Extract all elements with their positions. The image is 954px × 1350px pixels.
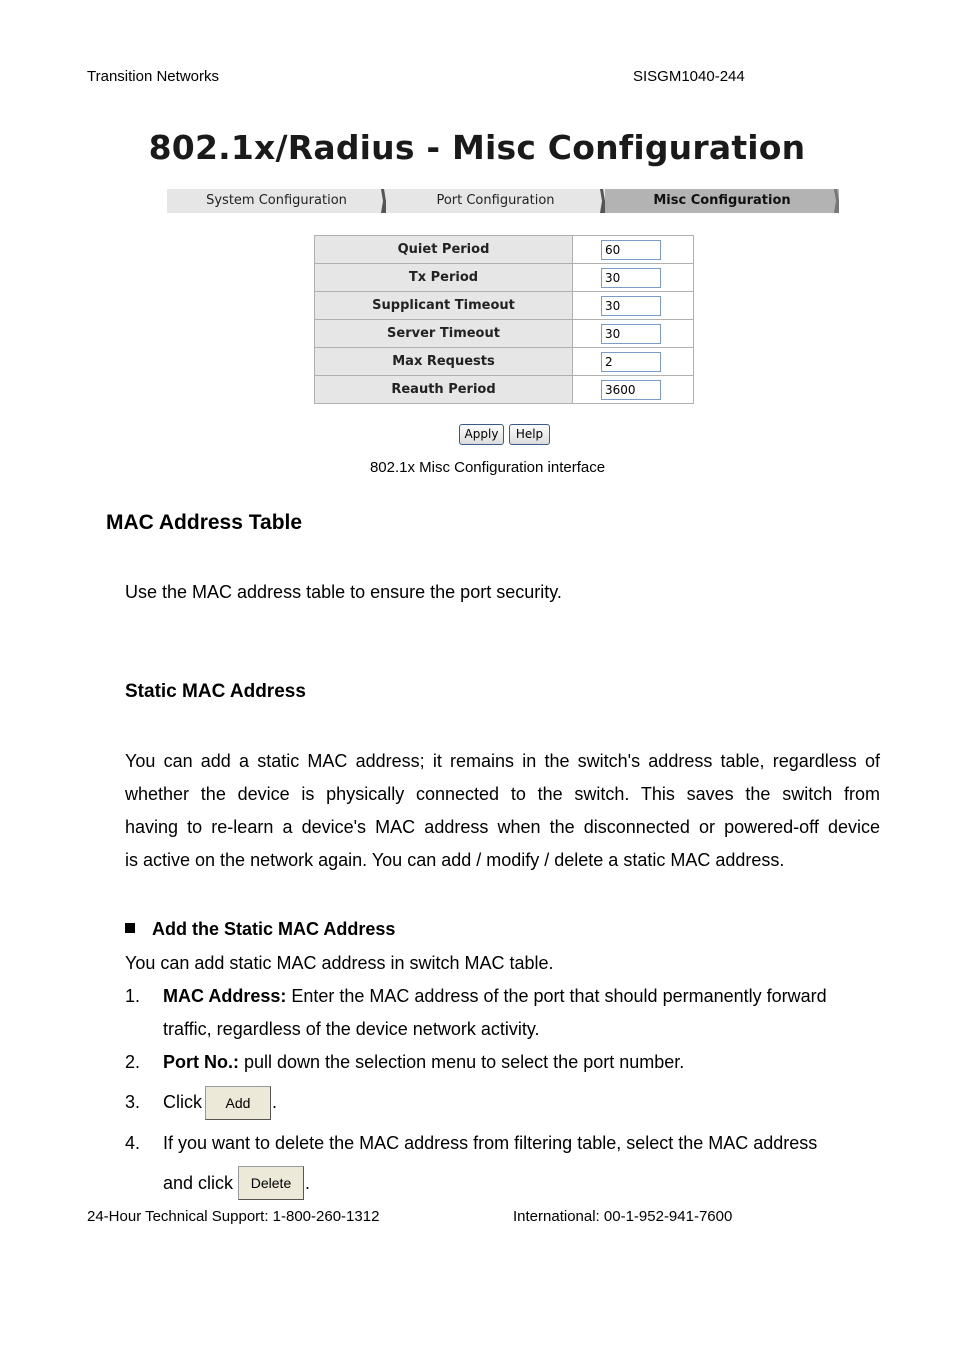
step-body: Click [163,1092,202,1112]
paragraph-line: having to re-learn a device's MAC address when the disconnected or powered-off device [125,817,880,837]
step-number: 4. [125,1133,141,1153]
max-requests-label: Max Requests [315,348,573,376]
delete-button[interactable]: Delete [238,1166,304,1200]
max-requests-input[interactable]: 2 [601,352,661,372]
server-timeout-label: Server Timeout [315,320,573,348]
section-intro: Use the MAC address table to ensure the port security. [125,582,562,602]
table-row [315,348,694,376]
step-bold: Port No.: [163,1052,239,1072]
quiet-period-label: Quiet Period [315,236,573,264]
paragraph-line: is active on the network again. You can add / modify / delete a static MAC address. [125,850,785,870]
step-number: 3. [125,1092,141,1112]
tab-port-configuration[interactable]: Port Configuration [386,189,605,213]
tx-period-input[interactable]: 30 [601,268,661,288]
add-button[interactable]: Add [205,1086,271,1120]
step-text [163,980,827,1013]
tab-misc-configuration[interactable]: Misc Configuration [605,189,839,213]
square-bullet-icon [125,923,135,933]
bullet-intro: You can add static MAC address in switch MAC table. [125,953,554,973]
tx-period-label: Tx Period [315,264,573,292]
apply-button[interactable]: Apply [459,424,504,445]
reauth-period-label: Reauth Period [315,376,573,404]
step-text [163,1046,684,1079]
help-button[interactable]: Help [509,424,550,445]
step-body: Enter the MAC address of the port that should permanently forward [286,986,827,1006]
step-continuation: traffic, regardless of the device network activity. [163,1019,540,1039]
step-period: . [305,1173,311,1193]
supplicant-timeout-label: Supplicant Timeout [315,292,573,320]
step-continuation: and click [163,1173,234,1193]
footer-right: International: 00-1-952-941-7600 [513,1208,733,1225]
header-right: SISGM1040-244 [633,68,745,85]
figure-caption: 802.1x Misc Configuration interface [369,459,606,476]
tab-system-configuration[interactable]: System Configuration [167,189,386,213]
config-title: 802.1x/Radius - Misc Configuration [148,128,806,167]
config-tabs [167,189,839,213]
table-row [315,236,694,264]
bullet-heading-text: Add the Static MAC Address [152,919,396,939]
quiet-period-input[interactable]: 60 [601,240,661,260]
step-text: If you want to delete the MAC address from filtering table, select the MAC address [163,1133,818,1153]
step-body: pull down the selection menu to select the port number. [239,1052,685,1072]
header-left: Transition Networks [87,68,219,85]
subsection-heading: Static MAC Address [125,681,306,702]
step-number: 1. [125,986,141,1006]
step-text [163,1086,202,1119]
footer-left: 24-Hour Technical Support: 1-800-260-1312 [87,1208,380,1225]
bullet-heading [125,919,395,940]
misc-config-table [314,235,694,404]
table-row [315,264,694,292]
step-number: 2. [125,1052,141,1072]
server-timeout-input[interactable]: 30 [601,324,661,344]
reauth-period-input[interactable]: 3600 [601,380,661,400]
paragraph-line: You can add a static MAC address; it remains in the switch's address table, regardless of [125,751,880,771]
table-row [315,292,694,320]
supplicant-timeout-input[interactable]: 30 [601,296,661,316]
subsection-paragraph [125,745,880,877]
table-row [315,376,694,404]
paragraph-line: whether the device is physically connected to the switch. This saves the switch from [125,784,880,804]
section-heading: MAC Address Table [106,511,303,534]
table-row [315,320,694,348]
step-bold: MAC Address: [163,986,287,1006]
step-period: . [272,1092,278,1112]
